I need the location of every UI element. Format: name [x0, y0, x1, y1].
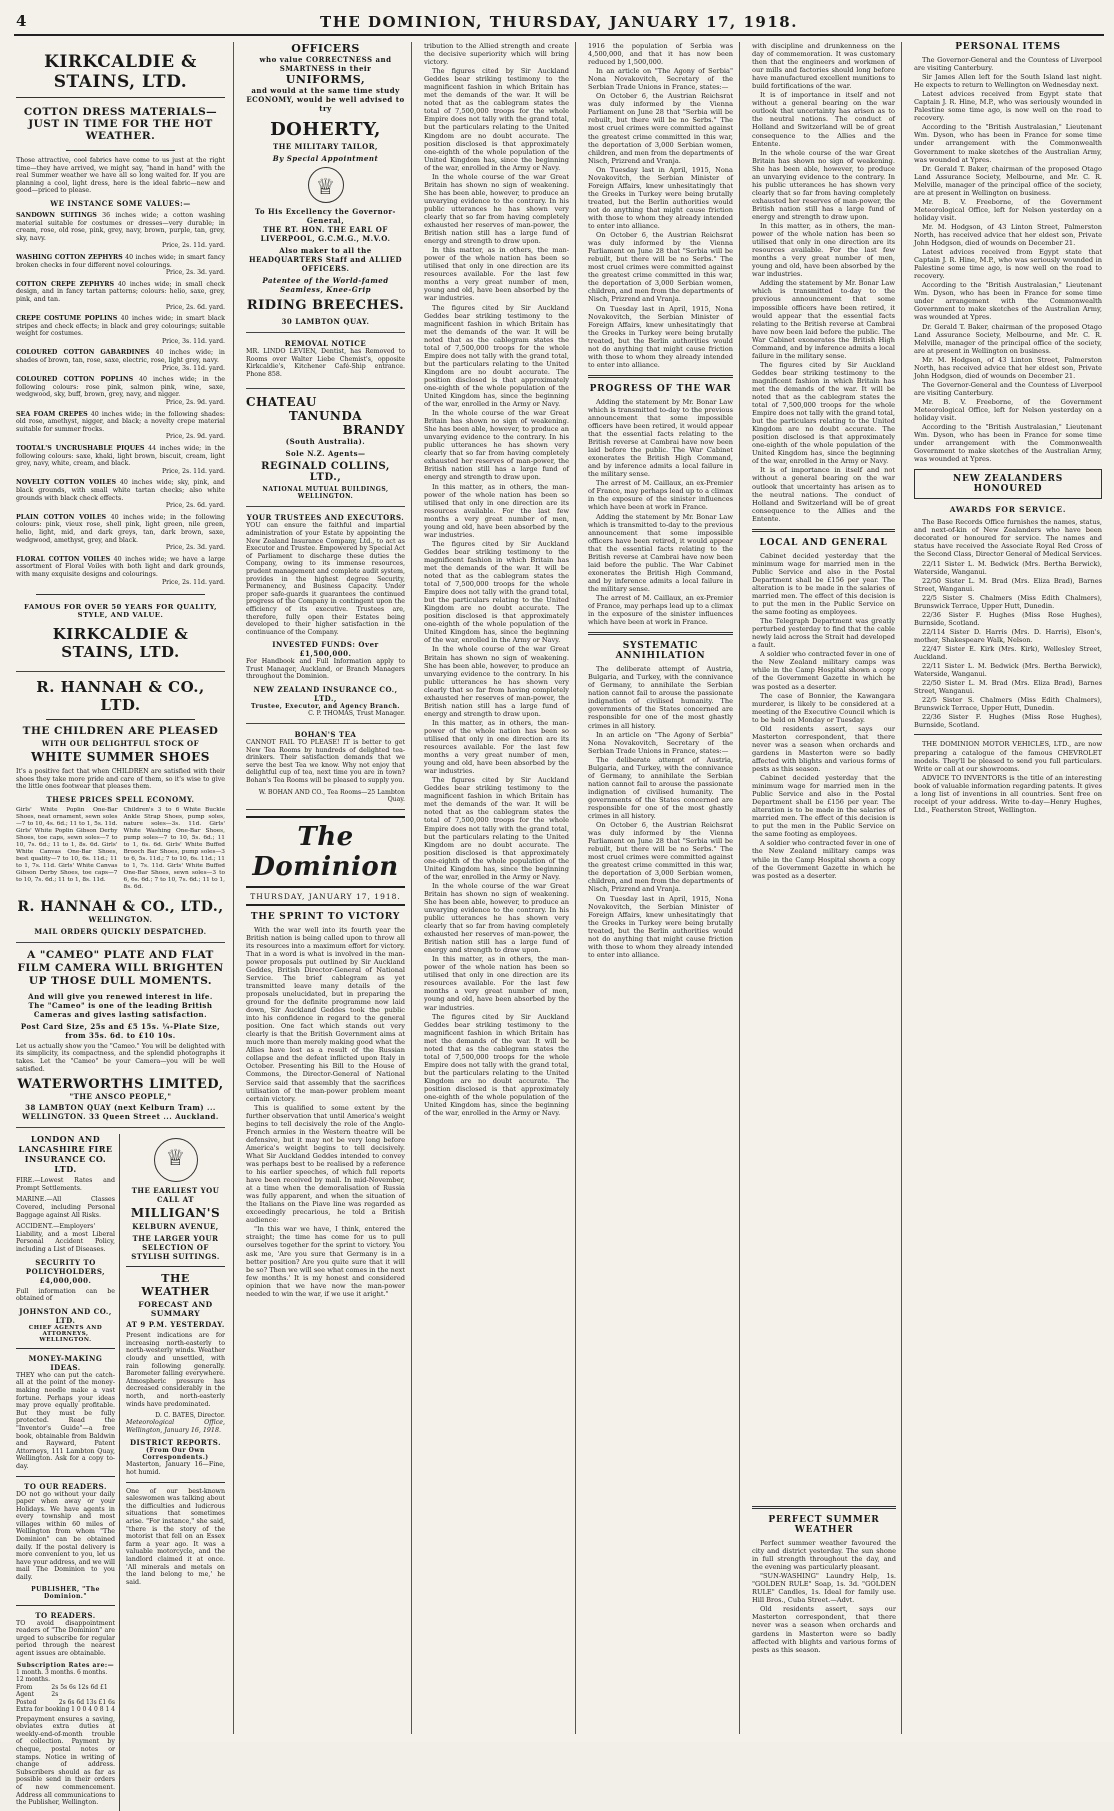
perfect-p1: Perfect summer weather favoured the city and district yesterday. The sun shone in full strength throughout the day, and the evening was particularly pleasant.: [752, 1539, 896, 1572]
column-5: [746, 42, 902, 1734]
item-name: PLAIN COTTON VOILES: [16, 513, 107, 521]
officers-t1: who value CORRECTNESS and SMARTNESS in their: [259, 55, 392, 73]
news-p3b: A soldier who contracted fever in one of the New Zealand military camps was while in the Camp Hospital shown a copy of the Government Gazette in which he was posted as a deserter.: [752, 839, 895, 880]
london-name: LONDON AND LANCASHIRE FIRE INSURANCE CO. LTD.: [18, 1134, 113, 1175]
kirkcaldie-item: [16, 479, 225, 509]
systematic-head: SYSTEMATIC ANNIHILATION: [615, 641, 706, 662]
doherty-riding: RIDING BREECHES.: [246, 298, 405, 313]
honours-box: [914, 469, 1102, 499]
doherty-addr: 30 LAMBTON QUAY.: [281, 317, 370, 326]
honours-p3: 22/50 Sister L. M. Brad (Mrs. Eliza Brad), Barnes Street, Wanganui.: [914, 576, 1102, 593]
cameo-headline: A "CAMEO" PLATE AND FLAT FILM CAMERA WILL BRIGHTEN UP THOSE DULL MOMENTS.: [17, 948, 224, 987]
editorial-body: [246, 926, 405, 1298]
item-price: Price, 2s. 11d. yard.: [161, 467, 225, 475]
col3-p1c: The figures cited by Sir Auckland Geddes bear striking testimony to the magnificent fashion in which Britain has met the demands of the war. It will be noted that as the cablegram states the total of 7,500,000 troops for the whole Empire does not tally with the grand total, but the particulars relating to the United Kingdom are no doubt accurate. The position disclosed is that approximately one-eighth of the whole population of the United Kingdom has, since the beginning of the war, enrolled in the Army or Navy.: [424, 539, 569, 645]
milligan-addr: KELBURN AVENUE,: [132, 1222, 219, 1232]
rate-label: From Agent: [16, 1683, 34, 1699]
item-text: 40 inches wide; in the following colours: pink, vieux rose, shell pink, light green, nile green, helio, light, mid, and dark greys, tan, dark brown, saxe, wedgwood, amethyst, grey, and black.: [16, 513, 225, 544]
fun-story: One of our best-known saleswomen was talking about the difficulties and ludicrous situations that sometimes arise. "For instance," she said, "there is the story of the motorist that fell on an Essex farm a year ago. It was a valuable motorcycle, and the landlord claimed it at once. 'All minerals and metals on the land belong to me,' he said.: [126, 1487, 225, 1586]
column-4-text: [588, 42, 733, 369]
column-3: [418, 42, 576, 1734]
cameo-firm: WATERWORTHS LIMITED,: [17, 1077, 224, 1093]
hannah-headline: THE CHILDREN ARE PLEASED: [22, 725, 219, 738]
weather-sub: FORECAST AND SUMMARY: [138, 1300, 213, 1319]
kirkcaldie-item: [16, 376, 225, 406]
trust-name: NEW ZEALAND INSURANCE CO., LTD.,: [253, 685, 398, 704]
doherty-patentee: Patentee of the World-famed Seamless, Knee-Grip: [262, 276, 389, 294]
news-p1b: Cabinet decided yesterday that the minimum wage for married men in the Public Service and also in the Postal Department shall be £156 per year. The alteration is to be made in the salaries of married men. The effect of this decision is to put the men in the Public Service on the same footing as employees.: [752, 774, 895, 839]
personal-p2: Sir James Allen left for the South Island last night. He expects to return to Wellington on Wednesday next.: [914, 73, 1102, 90]
london-accident: ACCIDENT.—Employers' Liability, and a most Liberal Personal Accident Policy, including a List of Diseases.: [16, 1223, 115, 1253]
trust-ad: [246, 513, 405, 724]
item-text: 44 inches wide; in the following colours: saxe, khaki, light brown, biscuit, cream, light grey, navy, white, cream, and black.: [16, 445, 225, 468]
milligan-l2: THE LARGER YOUR SELECTION OF STYLISH SUITINGS.: [131, 1234, 220, 1262]
trust-info: For Handbook and Full Information apply to Trust Manager, Auckland, or Branch Managers throughout the Dominion.: [246, 658, 405, 681]
col3-p3c: In this matter, as in others, the man-power of the whole nation has been so utilised that only in one direction are its resources available. For the last few months a very great number of men, young and old, have been absorbed by the war industries.: [424, 718, 569, 776]
progress-p2b: The arrest of M. Caillaux, an ex-Premier of France, may perhaps lead up to a climax in the exposure of the sinister influences which have been at work in France.: [588, 594, 733, 627]
col4-p2b: On October 6, the Austrian Reichsrat was duly informed by the Vienna Parliament on June 28 that "Serbia will be rebuilt, but there will be no Serbs." The most cruel crimes were committed against the greatest crime committed in this war, the deportation of 3,000 Serbian women, children, and men from the departments of Nisch, Prizrend and Vranja.: [588, 231, 733, 304]
kirkcaldie-intro: Those attractive, cool fabrics have come to us just at the right time—they have arrived, we might say, "hand in hand" with the real Summer weather we have all so long waited for. If you are planning a cool, light dress, here is the ideal fabric—new and good—priced to please.: [16, 157, 225, 195]
chateau-addr: NATIONAL MUTUAL BUILDINGS, WELLINGTON.: [262, 486, 389, 501]
trust-mgr: C. P. THOMAS, Trust Manager.: [308, 710, 405, 718]
col3-p2c: In the whole course of the war Great Britain has shown no sign of weakening. She has been able, however, to produce an unvarying evidence to the contrary. In his public utterances he has shown very clearly that so far from having completely exhausted her reserves of man-power, the British nation still has a large fund of energy and strength to draw upon.: [424, 645, 569, 718]
officers-uniforms: UNIFORMS,: [285, 73, 366, 86]
weather-time: AT 9 P.M. YESTERDAY.: [126, 1320, 225, 1330]
item-price: Price, 2s. 3d. yard.: [165, 269, 225, 277]
district-text: Masterton, January 16—Fine, hot humid.: [126, 1461, 225, 1476]
editorial-p1: With the war well into its fourth year the British nation is being called upon to throw all its resources into a maximum effort for victory. That in a word is what is involved in the man-power proposals put outlined by Sir Auckland Geddes, British Director-General of National Service. The brief cablegram as yet transmitted leave many details of the proposals unelucidated, but in preparing the ground for the definite programme now laid down, Sir Auckland Geddes took the public into his confidence in regard to the general position. One fact which stands out very clearly is that the British Government aims at much more than merely making good what the Allies have lost as a result of the Russian collapse and the defeat inflicted upon Italy in October. Presenting his Bill to the House of Commons, the Director-General of National Service said that assembly that the sacrifices utilisation of the man-power problem meant certain victory.: [246, 925, 405, 1103]
doherty-earl: THE RT. HON. THE EARL OF LIVERPOOL, G.C.M.G., M.V.O.: [260, 225, 391, 243]
item-text: 40 inches wide; in the following shades: old rose, amethyst, nigger, and black; a novelty crepe material suitable for summer frocks.: [16, 410, 225, 433]
item-name: TOOTAL'S UNCRUSHABLE PIQUES: [16, 445, 145, 452]
london-ad: [16, 1134, 120, 1810]
doherty-sub: THE MILITARY TAILOR,: [273, 142, 378, 151]
chateau-name: REGINALD COLLINS, LTD.,: [261, 461, 390, 484]
london-agents-sub: CHIEF AGENTS AND ATTORNEYS, WELLINGTON.: [28, 1324, 103, 1343]
rate-values: 1 0 0 4 0 8 1 4: [71, 1706, 115, 1714]
readers2-rates-head: Subscription Rates are:—: [16, 1661, 115, 1669]
london-info: Full information can be obtained of: [16, 1287, 115, 1303]
personal-p7b: According to the "British Australasian," Lieutenant Wm. Dyson, who has been in France for some time under arrangement with the Commonwealth Government to make sketches of the Australian Army, was wounded at Ypres.: [914, 423, 1102, 464]
kirkcaldie-item: [16, 315, 225, 345]
milligan-l1: THE EARLIEST YOU CALL AT: [131, 1186, 220, 1205]
cameo-ad: [16, 949, 225, 1128]
kirkcaldie-footer-line: FAMOUS FOR OVER 50 YEARS FOR QUALITY, STYLE, AND VALUE.: [24, 603, 217, 620]
cameo-l3: Post Card Size, 25s and £5 15s. ¼-Plate Size, from 35s. 6d. to £10 10s.: [20, 1021, 221, 1040]
col5-p1: It is of importance in itself and not without a general bearing on the war outlook that uncertainty has arisen as to the neutral nations. The conduct of Holland and Switzerland will be of great consequence to the Allies and the Entente.: [752, 91, 895, 148]
trust-head: YOUR TRUSTEES AND EXECUTORS.: [246, 513, 405, 523]
item-name: COLOURED COTTON GABARDINES: [16, 349, 150, 357]
officers-head: OFFICERS: [291, 42, 360, 55]
item-name: SANDOWN SUITINGS: [16, 211, 97, 219]
personal-p4: According to the "British Australasian," Lieutenant Wm. Dyson, who has been in France for some time under arrangement with the Commonwealth Government to make sketches of the Australian Army, was wounded at Ypres.: [914, 123, 1102, 164]
hannah-city: WELLINGTON.: [88, 914, 153, 924]
col5-intro: with discipline and drunkenness on the day of commemoration. It was customary then that the engineers and workmen of our mills and factories should long before have manufactured excellent munitions to build fortifications of the war.: [752, 42, 895, 91]
honours-box-head: NEW ZEALANDERS HONOURED: [952, 474, 1064, 495]
item-price: Price, 2s. 6d. yard.: [165, 502, 225, 510]
kirkcaldie-item: [16, 445, 225, 475]
bohan-head: BOHAN'S TEA: [294, 730, 357, 740]
personal-p5b: The Governor-General and the Countess of Liverpool are visiting Canterbury.: [914, 380, 1102, 397]
rate-row: [16, 1684, 115, 1699]
item-text: 40 inches wide; sky, pink, and black grounds, with small white tartan checks; also white grounds with black check effects.: [16, 479, 225, 502]
rates-table: [16, 1669, 115, 1714]
system-p1e: On Tuesday last in April, 1915, Nona Novakovitch, the Serbian Minister of Foreign Affairs, knew unhesitatingly that the Greeks in Turkey were being brutally treated, but the Berlin authorities would not do anything that might cause friction with those to whom they already intended to enter into alliance.: [588, 894, 733, 959]
chateau-ad: [246, 395, 405, 507]
personal-p2b: According to the "British Australasian," Lieutenant Wm. Dyson, who has been in France for some time under arrangement with the Commonwealth Government to make sketches of the Australian Army, was wounded at Ypres.: [914, 281, 1102, 322]
item-name: COLOURED COTTON POPLINS: [16, 376, 134, 384]
removal-ad: [246, 339, 405, 389]
cameo-addr: 38 LAMBTON QUAY (next Kelburn Tram) ... WELLINGTON. 33 Queen Street ... Auckland.: [22, 1103, 219, 1122]
col4-p3b: On Tuesday last in April, 1915, Nona Novakovitch, the Serbian Minister of Foreign Affairs, knew unhesitatingly that the Greeks in Turkey were being brutally treated, but the Berlin authorities would not do anything that might cause friction with those to whom they already intended to enter into alliance.: [588, 304, 733, 369]
rate-values: 2s 5s 6s 12s 6d £1 2s: [51, 1683, 108, 1699]
london-agents: JOHNSTON AND CO., LTD.: [19, 1306, 112, 1325]
cameo-l1: And will give you renewed interest in life.: [28, 991, 213, 1001]
news-p1: Cabinet decided yesterday that the minimum wage for married men in the Public Service and also in the Postal Department shall be £156 per year. The alteration is to be made in the salaries of married men. The effect of this decision is to put the men in the Public Service on the same footing as employees.: [752, 551, 895, 617]
progress-p1: Adding the statement by Mr. Bonar Law which is transmitted to-day to the previous announcement that some impossible officers have been retired, it would appear that the essential facts relating to the British reverse at Cambrai have now been laid before the public. The War Cabinet exonerates the British High Command, and by inference admits a local failure in the military sense.: [588, 397, 733, 479]
officers-t2: and would at the same time study ECONOMY, would be well advised to try: [246, 86, 405, 113]
news-p2: The Telegraph Department was greatly perturbed yesterday to find that the cable newly laid across the Strait had developed a fault.: [752, 617, 895, 650]
readers2-text: TO avoid disappointment readers of "The Dominion" are urged to subscribe for regular period through the nearest agent issues are obtainable.: [16, 1619, 115, 1657]
honours-p4b: 22/5 Sister S. Chalmers (Miss Edith Chalmers), Brunswick Terrace, Upper Hutt, Dunedin.: [914, 696, 1102, 713]
honours-head: AWARDS FOR SERVICE.: [949, 505, 1067, 515]
kirkcaldie-ad: [16, 52, 225, 672]
col3-intro: tribution to the Allied strength and create the decisive superiority which will bring victory.: [424, 42, 569, 67]
item-price: Price, 2s. 6d. yard.: [165, 303, 225, 311]
col3-p1e: The figures cited by Sir Auckland Geddes bear striking testimony to the magnificent fashion in which Britain has met the demands of the war. It will be noted that as the cablegram states the total of 7,500,000 troops for the whole Empire does not tally with the grand total, but the particulars relating to the United Kingdom are no doubt accurate. The position disclosed is that approximately one-eighth of the whole population of the United Kingdom has, since the beginning of the war, enrolled in the Army or Navy.: [424, 1012, 569, 1118]
progress-p1b: Adding the statement by Mr. Bonar Law which is transmitted to-day to the previous announcement that some impossible officers have been retired, it would appear that the essential facts relating to the British reverse at Cambrai have now been laid before the public. The War Cabinet exonerates the British High Command, and by inference admits a local failure in the military sense.: [588, 512, 733, 593]
hannah-prices-head: THESE PRICES SPELL ECONOMY.: [46, 794, 195, 804]
system-p1b: In an article on "The Agony of Serbia" Nona Novakovitch, Secretary of the Serbian Trade Unions in France, states:—: [588, 730, 733, 755]
col3-p1: The figures cited by Sir Auckland Geddes bear striking testimony to the magnificent fashion in which Britain has met the demands of the war. It will be noted that as the cablegram states the total of 7,500,000 troops for the whole Empire does not tally with the grand total, but the particulars relating to the United Kingdom are no doubt accurate. The position disclosed is that approximately one-eighth of the whole population of the United Kingdom has, since the beginning of the war, enrolled in the Army or Navy.: [424, 67, 569, 172]
col5-p1c: In this matter, as in others, the man-power of the whole nation has been so utilised that only in one direction are its resources available. For the last few months a very great number of men, young and old, have been absorbed by the war industries.: [752, 222, 895, 279]
district-head: DISTRICT REPORTS.: [129, 1438, 222, 1448]
col4-intro: 1916 the population of Serbia was 4,500,000, and that it has now been reduced by 1,500,000.: [588, 42, 733, 67]
item-text: 40 inches wide; we have a large assortment of Floral Voiles with both light and dark grounds, with many exquisite designs and colourings.: [16, 555, 225, 578]
item-price: Price, 2s. 11d. yard.: [161, 242, 225, 250]
coat-of-arms-icon: [308, 167, 344, 203]
col5-p1b: In the whole course of the war Great Britain has shown no sign of weakening. She has been able, however, to produce an unvarying evidence to the contrary. In his public utterances he has shown very clearly that so far from having completely exhausted her reserves of man-power, the British nation still has a large fund of energy and strength to draw upon.: [752, 148, 895, 221]
column-3-text: [424, 42, 569, 1117]
cameo-shop: "THE ANSCO PEOPLE,": [69, 1092, 172, 1102]
cameo-l4: Let us actually show you the "Cameo." You will be delighted with its simplicity, its compactness, and the splendid photographs it takes. Let the "Cameo" be your Camera—you will be well satisfied.: [16, 1042, 225, 1073]
personal-p3b: Dr. Gerald T. Baker, chairman of the proposed Otago Land Assurance Society, Melbourne, and Mr. C. R. Melville, manager of the principal office of the society, are at present in Wellington on business.: [914, 322, 1102, 355]
item-name: NOVELTY COTTON VOILES: [16, 479, 116, 487]
bohan-text: CANNOT FAIL TO PLEASE! IT is better to get New Tea Rooms by hundreds of delighted tea-drinkers. Their satisfaction demands that we serve the best Tea we know. Why not enjoy that delightful cup of tea, next time you are in town? Bohan's Tea Rooms will be pleased to supply you.: [246, 739, 405, 785]
personal-p3: Latest advices received from Egypt state that Captain J. R. Hine, M.P., who was seriously wounded in Palestine some time ago, is now well on the road to recovery.: [914, 90, 1102, 123]
money-head: MONEY-MAKING IDEAS.: [28, 1353, 103, 1372]
weather-head: THE WEATHER: [141, 1272, 210, 1299]
col5-p1f: It is of importance in itself and not without a general bearing on the war outlook that uncertainty has arisen as to the neutral nations. The conduct of Holland and Switzerland will be of great consequence to the Allies and the Entente.: [752, 466, 895, 523]
perfect-weather-head: PERFECT SUMMER WEATHER: [768, 1515, 880, 1535]
newspaper-flag: The Dominion: [246, 816, 405, 888]
editorial-p2: This is qualified to some extent by the further observation that until America's weight begins to tell decisively the role of the Anglo-French armies in the Western theatre will be defensive, but it may not be very long before America's weight begins to tell decisively. What Sir Auckland Geddes intended to convey was perhaps best to be realised by a reference to his earlier speeches, of which full reports have been received by mail. In mid-November, at a time when the demoralisation of Russia was fully apparent, and when the situation of the Italians on the Piave line was regarded as exceedingly precarious, he told a British audience:: [246, 1103, 405, 1225]
honours-p7: 22/47 Sister E. Kirk (Mrs. Kirk), Wellesley Street, Auckland.: [914, 645, 1102, 662]
col3-p3b: In this matter, as in others, the man-power of the whole nation has been so utilised that only in one direction are its resources available. For the last few months a very great number of men, young and old, have been absorbed by the war industries.: [424, 482, 569, 539]
doherty-to: To His Excellency the Governor-General,: [255, 207, 396, 225]
system-p1d: On October 6, the Austrian Reichsrat was duly informed by the Vienna Parliament on June 28 that "Serbia will be rebuilt, but there will be no Serbs." The most cruel crimes were committed against the greatest crime committed in this war, the deportation of 3,000 Serbian women, children, and men from the departments of Nisch, Prizrend and Vranja.: [588, 821, 733, 894]
personal-p1b: Latest advices received from Egypt state that Captain J. R. Hine, M.P., who was seriously wounded in Palestine some time ago, is now well on the road to recovery.: [914, 248, 1102, 281]
district-sub: (From Our Own Correspondents.): [142, 1447, 209, 1462]
honours-p2b: 22/11 Sister L. M. Bedwick (Mrs. Bertha Berwick), Waterside, Wanganui.: [914, 662, 1102, 679]
hannah-name: R. HANNAH & CO., LTD.: [36, 678, 205, 715]
personal-p6: Mr. B. V. Freeborne, of the Government Meteorological Office, left for Nelson yesterday on a holiday visit.: [914, 197, 1102, 222]
column-5-lower: [752, 1500, 896, 1730]
system-p1: The deliberate attempt of Austria, Bulgaria, and Turkey, with the connivance of Germany, to annihilate the Serbian nation cannot fail to arouse the passionate indignation of civilised humanity. The governments of the States concerned are responsible for one of the most ghastly crimes in all history.: [588, 665, 733, 730]
progress-p2: The arrest of M. Caillaux, an ex-Premier of France, may perhaps lead up to a climax in the exposure of the sinister influences which have been at work in France.: [588, 479, 733, 512]
trust-funds: INVESTED FUNDS: Over £1,500,000.: [272, 640, 379, 659]
london-security: SECURITY TO POLICYHOLDERS, £4,000,000.: [25, 1257, 106, 1285]
money-text: THEY who can put the catch-all at the point of the money-making needle make a vast fortune. Perhaps your ideas may prove equally profitable. But they must be fully protected. Read the "Inventor's Guide"—a free book, obtainable from Baldwin and Rayward, Patent Attorneys, 111 Lambton Quay, Wellington. Ask for a copy to-day.: [16, 1371, 115, 1470]
honours-p1: The Base Records Office furnishes the names, status, and next-of-kin of New Zealanders who have been decorated or honoured for service. The names and status have received the Associate Royal Red Cross of the Second Class, Director General of Medical Services.: [914, 518, 1102, 559]
rate-row: [16, 1699, 115, 1707]
hannah-footer: R. HANNAH & CO., LTD.,: [17, 898, 224, 915]
trust-sub: Trustee, Executor, and Agency Branch.: [250, 703, 401, 711]
kirkcaldie-footer-name: KIRKCALDIE & STAINS, LTD.: [52, 625, 189, 662]
item-price: Price, 2s. 11d. yard.: [161, 578, 225, 586]
item-price: Price, 3s. 11d. yard.: [161, 364, 225, 372]
local-general-head: LOCAL AND GENERAL: [759, 537, 888, 548]
col4-p1: In an article on "The Agony of Serbia" Nona Novakovitch, Secretary of the Serbian Trade Unions in France, states:—: [588, 67, 733, 92]
chateau-agent: Sole N.Z. Agents—: [285, 449, 366, 459]
col4-p2: On October 6, the Austrian Reichsrat was duly informed by the Vienna Parliament on June 28 that "Serbia will be rebuilt, but there will be no Serbs." The most cruel crimes were committed against the greatest crime committed in this war, the deportation of 3,000 Serbian women, children, and men from the departments of Nisch, Prizrend and Vranja.: [588, 92, 733, 165]
page-number: 4: [16, 12, 27, 30]
col5-p1d: Adding the statement by Mr. Bonar Law which is transmitted to-day to the previous announcement that some impossible officers have been retired, it would appear that the essential facts relating to the British reverse at Cambrai have now been laid before the public. The War Cabinet exonerates the British High Command, and by inference admits a local failure in the military sense.: [752, 279, 895, 360]
personal-head: PERSONAL ITEMS: [955, 42, 1061, 52]
readers2-head: TO READERS.: [35, 1610, 96, 1620]
masthead-title: THE DOMINION, THURSDAY, JANUARY 17, 1918.: [320, 13, 798, 31]
hannah-mail: MAIL ORDERS QUICKLY DESPATCHED.: [34, 926, 207, 936]
removal-head: REMOVAL NOTICE: [284, 339, 367, 348]
kirkcaldie-item: [16, 411, 225, 441]
kirkcaldie-item: [16, 254, 225, 277]
kirkcaldie-item: [16, 212, 225, 250]
hannah-text: It's a positive fact that when CHILDREN are satisfied with their shoes they take more pride and care of them, so it's wise to give the little ones footwear that pleases them.: [16, 768, 225, 791]
item-price: Price, 3s. 11d. yard.: [161, 337, 225, 345]
news-p5: Old residents assert, says our Masterton correspondent, that there never was a season when orchards and gardens in Masterton were so badly affected with blights and various forms of pests as this season.: [752, 724, 895, 773]
honours-p4: 22/5 Sister S. Chalmers (Miss Edith Chalmers), Brunswick Terrace, Upper Hutt, Dunedin.: [914, 593, 1102, 610]
item-text: 40 inches wide; in the following colours: rose pink, salmon pink, wine, saxe, wedgwood, sky, buff, brown, grey, navy, and nigger.: [16, 376, 225, 399]
item-name: FLORAL COTTON VOILES: [16, 555, 111, 563]
col3-p1b: The figures cited by Sir Auckland Geddes bear striking testimony to the magnificent fashion in which Britain has met the demands of the war. It will be noted that as the cablegram states the total of 7,500,000 troops for the whole Empire does not tally with the grand total, but the particulars relating to the United Kingdom are no doubt accurate. The position disclosed is that approximately one-eighth of the whole population of the United Kingdom has, since the beginning of the war, enrolled in the Army or Navy.: [424, 303, 569, 409]
hannah-product: WHITE SUMMER SHOES: [31, 750, 210, 765]
doherty-name: DOHERTY,: [270, 119, 381, 140]
royal-crest-icon: [154, 1138, 198, 1182]
item-text: 36 inches wide; a cotton washing material suitable for costumes or dresses—very durable; in cream, rose, old rose, pink, grey, navy, brown, purple, tan, grey, sky, navy.: [16, 211, 225, 242]
personal-p6b: Mr. B. V. Freeborne, of the Government Meteorological Office, left for Nelson yesterday on a holiday visit.: [914, 397, 1102, 423]
system-p1c: The deliberate attempt of Austria, Bulgaria, and Turkey, with the connivance of Germany, to annihilate the Serbian nation cannot fail to arouse the passionate indignation of civilised humanity. The governments of the States concerned are responsible for one of the most ghastly crimes in all history.: [588, 755, 733, 821]
kirkcaldie-item: [16, 514, 225, 552]
item-text: 40 inches wide; in smart black stripes and check effects; in black and grey colourings; suitable weight for costumes.: [16, 315, 225, 338]
personal-text: [914, 56, 1102, 463]
item-name: CREPE COSTUME POPLINS: [16, 315, 118, 323]
item-price: Price, 2s. 3d. yard.: [165, 544, 225, 552]
col3-p3: In this matter, as in others, the man-power of the whole nation has been so utilised that only in one direction are its resources available. For the last few months a very great number of men, young and old, have been absorbed by the war industries.: [424, 246, 569, 303]
removal-text: MR. LINDO LEVIEN, Dentist, has Removed to Rooms over Walter Liebe Chemist's, opposite Kirkcaldie's, Kitchener Café-Ship entrance. Phone 858.: [246, 348, 405, 378]
column-2: [240, 42, 412, 1734]
local-general-text: [752, 552, 895, 880]
rate-row: [16, 1706, 115, 1714]
news-p3: A soldier who contracted fever in one of the New Zealand military camps was while in the Camp Hospital shown a copy of the Government Gazette in which he was posted as a deserter.: [752, 650, 895, 691]
officers-ad: [246, 42, 405, 333]
item-name: WASHING COTTON ZEPHYRS: [16, 253, 123, 261]
weather-sign: D. C. BATES, Director.: [155, 1412, 225, 1420]
column-1-ads: [14, 42, 234, 1807]
bohan-sign: W. BOHAN AND CO., Tea Rooms—25 Lambton Quay.: [258, 788, 405, 803]
honours-p5: 22/36 Sister F. Hughes (Miss Rose Hughes), Burnside, Scotland.: [914, 610, 1102, 627]
honours-p5b: 22/36 Sister F. Hughes (Miss Rose Hughes), Burnside, Scotland.: [914, 713, 1102, 730]
honours-text: [914, 518, 1102, 729]
inventors-ad: ADVICE TO INVENTORS is the title of an interesting book of valuable information regarding patents. It gives a long list of inventions in all countries. Sent free on receipt of your address. Write to-day—Henry Hughes, Ltd., Featherston Street, Wellington.: [914, 773, 1102, 814]
perfect-p1b: Old residents assert, says our Masterton correspondent, that there never was a season when orchards and gardens in Masterton were so badly affected with blights and various forms of pests as this season.: [752, 1605, 896, 1654]
sunlight-ad: "SUN-WASHING" Laundry Help, 1s. "GOLDEN RULE" Soap, 1s. 3d. "GOLDEN RULE" Candles, 1s. Ideal for family use. Hill Bros., Cuba Street.—Advt.: [752, 1572, 896, 1605]
progress-head: PROGRESS OF THE WAR: [589, 383, 732, 394]
personal-p7: Mr. M. Hodgson, of 43 Linton Street, Palmerston North, has received advice that her eldest son, Private John Hodgson, died of wounds on December 21.: [914, 222, 1102, 248]
weather-office: Meteorological Office, Wellington, January 16, 1918.: [126, 1419, 225, 1434]
news-p4: The case of Bonnier, the Kawangara murderer, is likely to be considered at a meeting of the Executive Council which is to be held on Monday or Tuesday.: [752, 691, 895, 724]
column-5-text: [752, 42, 895, 523]
item-text: 40 inches wide; in small check design, and in fancy tartan patterns; colours: helio, saxe, grey, pink, and tan.: [16, 280, 225, 303]
kirkcaldie-headline: COTTON DRESS MATERIALS—JUST IN TIME FOR THE HOT WEATHER.: [23, 106, 218, 142]
rate-values: 2s 6s 6d 13s £1 6s: [58, 1698, 115, 1706]
milligan-name: MILLIGAN'S: [130, 1206, 221, 1221]
masthead: [14, 10, 1104, 36]
col6-ads: [914, 740, 1102, 813]
london-marine: MARINE.—All Classes Covered, including Personal Baggage against All Risks.: [16, 1196, 115, 1219]
kirkcaldie-item: [16, 349, 225, 372]
chateau-l3: BRANDY: [342, 423, 405, 438]
personal-p1: The Governor-General and the Countess of Liverpool are visiting Canterbury.: [914, 56, 1102, 73]
hannah-ad: [16, 678, 225, 943]
rates-cols: 1 month. 3 months. 6 months. 12 months.: [16, 1668, 108, 1684]
weather-text: Present indications are for increasing north-easterly to north-westerly winds. Weather cloudy and unsettled, with rain following generally. Barometer falling everywhere. Atmospheric pressure has decreased considerably in the north, and north-easterly winds have predominated.: [126, 1332, 225, 1408]
hannah-right-list: Children's 3 to 6 White Buckle Ankle Strap Shoes, pump soles, nature soles—3s. 11d. Girls' White Washing One-Bar Shoes, pump soles—7 to 10, 5s. 6d.; 11 to 1, 6s. 6d. Girls' White Buffed Brooch Bar Shoes, pump soles—3 to 6, 5s. 11d.; 7 to 10, 6s. 11d.; 11 to 1, 7s. 11d. Girls' White Buffed One-Bar Shoes, sewn soles—3 to 6, 6s. 6d.; 7 to 10, 7s. 6d.; 11 to 1, 8s. 6d.: [123, 806, 225, 890]
trust-text: YOU can ensure the faithful and impartial administration of your Estate by appointing the New Zealand Insurance Company, Ltd., to act as Executor and Trustee. Empowered by Special Act of Parliament to discharge these duties the Company, owing to its immense resources, prudent management and complete audit system, provides in the highest degree Security, Permanency, and Business Capacity. Under proper safe-guards it guarantees the continued progress of the Company in contingent upon the efficiency of its executive. Trustees are, therefore, fully open their Estates being developed to their higher satisfaction in the continuance of the Company.: [246, 522, 405, 636]
column-4: [582, 42, 740, 1734]
rate-label: Posted: [16, 1698, 37, 1706]
hannah-sub: WITH OUR DELIGHTFUL STOCK OF: [41, 739, 200, 749]
readers2-note: Prepayment ensures a saving, obviates extra duties at weekly-end-of-month trouble of collection. Payment by cheque, postal notes or stamps. Notice in writing of change of address. Subscribers should as far as possible send in their orders of new commencement. Address all communications to the Publisher, Wellington.: [16, 1715, 115, 1807]
editorial-p3: "In this war we have, I think, entered the straight; the time has come for us to pull ourselves together for the sprint to victory. You ask me, 'Are you sure that Germany is in a better position? Are you quite sure that it will be so? Then we will see what comes in the next few months.' It is my honest and considered opinion that we have now the man-power needed to win the war, if we use it aright.": [246, 1225, 405, 1298]
flag-date: THURSDAY, JANUARY 17, 1918.: [246, 890, 405, 906]
col3-p2b: In the whole course of the war Great Britain has shown no sign of weakening. She has been able, however, to produce an unvarying evidence to the contrary. In his public utterances he has shown very clearly that so far from having completely exhausted her reserves of man-power, the British nation still has a large fund of energy and strength to draw upon.: [424, 409, 569, 482]
col3-p1d: The figures cited by Sir Auckland Geddes bear striking testimony to the magnificent fashion in which Britain has met the demands of the war. It will be noted that as the cablegram states the total of 7,500,000 troops for the whole Empire does not tally with the grand total, but the particulars relating to the United Kingdom are no doubt accurate. The position disclosed is that approximately one-eighth of the whole population of the United Kingdom has, since the beginning of the war, enrolled in the Army or Navy.: [424, 776, 569, 881]
honours-p2: 22/11 Sister L. M. Bedwick (Mrs. Bertha Berwick), Waterside, Wanganui.: [914, 559, 1102, 576]
systematic-text: [588, 665, 733, 959]
kirkcaldie-values-head: WE INSTANCE SOME VALUES:—: [50, 198, 191, 208]
motor-ad: THE DOMINION MOTOR VEHICLES, LTD., are now preparing a catalogue of the famous CHEVROLET models. They'll be pleased to send you full particulars. Write or call at our showrooms.: [914, 740, 1102, 773]
honours-p3b: 22/50 Sister L. M. Brad (Mrs. Eliza Brad), Barnes Street, Wanganui.: [914, 679, 1102, 696]
personal-p4b: Mr. M. Hodgson, of 43 Linton Street, Palmerston North, has received advice that her eldest son, Private John Hodgson, died of wounds on December 21.: [914, 355, 1102, 380]
doherty-appt: By Special Appointment: [272, 154, 379, 163]
hannah-left-list: Girls' White Poplin One-Bar Shoes, neat ornament, sewn soles—7 to 10, 4s. 6d.; 11 to 1, 5s. 11d. Girls' White Poplin Gibson Derby Shoes, toe caps, sewn soles—7 to 10, 7s. 6d.; 11 to 1, 8s. 6d. Girls' White Canvas One-Bar Shoes, best quality—7 to 10, 6s. 11d.; 11 to 1, 7s. 11d. Girls' White Canvas Gibson Derby Shoes, toe caps—7 to 10, 7s. 6d.; 11 to 1, 8s. 11d.: [16, 806, 118, 883]
readers1-head: TO OUR READERS.: [24, 1481, 107, 1491]
personal-p5: Dr. Gerald T. Baker, chairman of the proposed Otago Land Assurance Society, Melbourne, and Mr. C. R. Melville, manager of the principal office of the society, are at present in Wellington on business.: [914, 164, 1102, 197]
perfect-weather-text: [752, 1539, 896, 1654]
item-name: SEA FOAM CREPES: [16, 410, 88, 418]
london-fire: FIRE.—Lowest Rates and Prompt Settlements.: [16, 1177, 115, 1192]
chateau-l2: TANUNDA: [288, 409, 363, 424]
chateau-l1: CHATEAU: [246, 395, 317, 410]
column-6: [908, 42, 1104, 1734]
kirkcaldie-item: [16, 281, 225, 311]
editorial-head: THE SPRINT TO VICTORY: [250, 911, 401, 922]
readers1-text: DO not go without your daily paper when away or your Holidays. We have agents in every township and most villages within 60 miles of Wellington from whom "The Dominion" can be obtained daily. If the postal delivery is more convenient to you, let us have your address, and we will mail The Dominion to you daily.: [16, 1490, 115, 1582]
progress-text: [588, 398, 733, 626]
rate-label: Extra for booking: [16, 1706, 70, 1714]
col3-p2d: In the whole course of the war Great Britain has shown no sign of weakening. She has been able, however, to produce an unvarying evidence to the contrary. In his public utterances he has shown very clearly that so far from having completely exhausted her reserves of man-power, the British nation still has a large fund of energy and strength to draw upon.: [424, 881, 569, 955]
kirkcaldie-item: [16, 556, 225, 586]
chateau-l4: (South Australia).: [285, 437, 366, 447]
cameo-l2: The "Cameo" is one of the leading British Cameras and gives lasting satisfaction.: [28, 1000, 213, 1019]
item-text: 40 inches wide; in smart fancy broken checks in four different novel colourings.: [16, 253, 225, 269]
bohan-ad: [246, 730, 405, 810]
col3-p3d: In this matter, as in others, the man-power of the whole nation has been so utilised that only in one direction are its resources available. For the last few months a very great number of men, young and old, have been absorbed by the war industries.: [424, 955, 569, 1012]
right-sub-column: [126, 1134, 225, 1810]
readers1-sign: PUBLISHER, "The Dominion.": [31, 1585, 100, 1600]
item-text: 40 inches wide; in shades of brown, tan, rose, saxe, electric, rose, light grey, navy.: [16, 349, 225, 365]
honours-p6: 22/114 Sister D. Harris (Mrs. D. Harris), Elson's, mother, Shakespeare Walk, Nelson.: [914, 627, 1102, 644]
kirkcaldie-name: KIRKCALDIE & STAINS, LTD.: [44, 52, 197, 92]
col3-p2: In the whole course of the war Great Britain has shown no sign of weakening. She has been able, however, to produce an unvarying evidence to the contrary. In his public utterances he has shown very clearly that so far from having completely exhausted her reserves of man-power, the British nation still has a large fund of energy and strength to draw upon.: [424, 172, 569, 246]
doherty-hq: Also maker to all the HEADQUARTERS Staff and ALLIED OFFICERS.: [248, 246, 403, 273]
item-price: Price, 2s. 9d. yard.: [165, 399, 225, 407]
col5-p1e: The figures cited by Sir Auckland Geddes bear striking testimony to the magnificent fashion in which Britain has met the demands of the war. It will be noted that as the cablegram states the total of 7,500,000 troops for the whole Empire does not tally with the grand total, but the particulars relating to the United Kingdom are no doubt accurate. The position disclosed is that approximately one-eighth of the whole population of the United Kingdom has, since the beginning of the war, enrolled in the Army or Navy.: [752, 360, 895, 466]
item-name: COTTON CREPE ZEPHYRS: [16, 280, 114, 288]
item-price: Price, 2s. 9d. yard.: [165, 433, 225, 441]
col4-p3: On Tuesday last in April, 1915, Nona Novakovitch, the Serbian Minister of Foreign Affairs, knew unhesitatingly that the Greeks in Turkey were being brutally treated, but the Berlin authorities would not do anything that might cause friction with those to whom they already intended to enter into alliance.: [588, 165, 733, 231]
